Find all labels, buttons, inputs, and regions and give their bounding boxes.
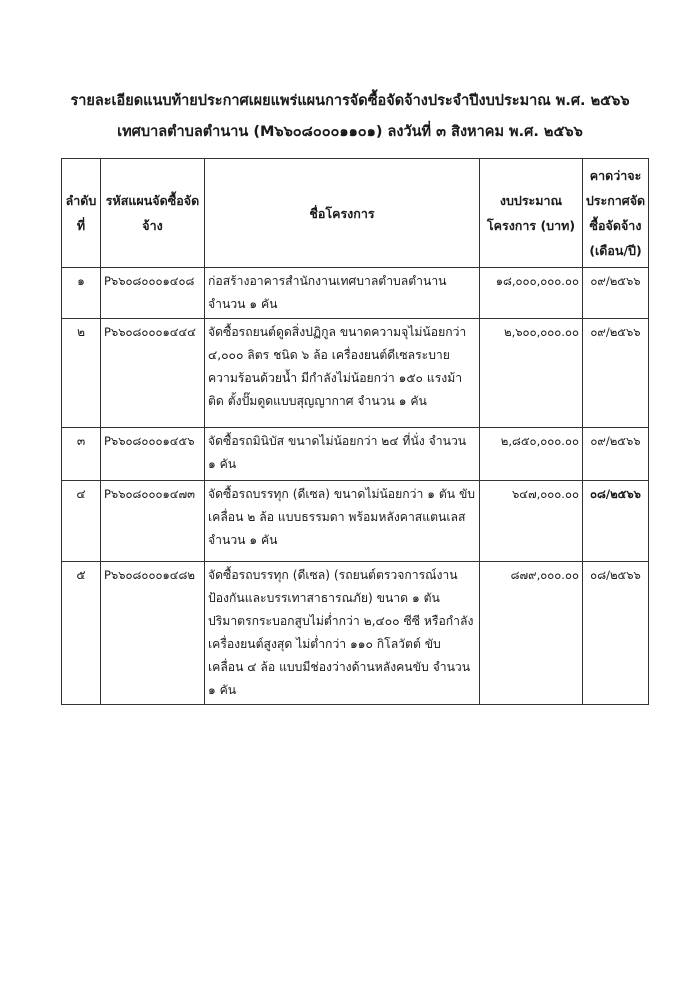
table-row: [62, 481, 649, 562]
document-header: [0, 86, 700, 148]
project-name: จัดซื้อรถมินิบัส ขนาดไม่น้อยกว่า ๒๔ ที่นั่ง จำนวน ๑ คัน: [205, 428, 480, 481]
table-row: [62, 428, 649, 481]
column-header-period: คาดว่าจะ ประกาศจัด ซื้อจัดจ้าง (เดือน/ปี): [583, 159, 649, 268]
expected-period: ๐๙/๒๕๖๖: [583, 428, 649, 481]
plan-code: P๖๖๐๘๐๐๐๑๔๐๘: [101, 268, 205, 319]
column-header-name: ชื่อโครงการ: [205, 159, 480, 268]
plan-code: P๖๖๐๘๐๐๐๑๔๘๒: [101, 562, 205, 705]
plan-code: P๖๖๐๘๐๐๐๑๔๗๓: [101, 481, 205, 562]
project-name: จัดซื้อรถยนต์ดูดสิ่งปฏิกูล ขนาดความจุไม่น้อยกว่า ๔,๐๐๐ ลิตร ชนิด ๖ ล้อ เครื่องยนต์ดีเซลระบาย ความร้อนด้วยน้ำ มีกำลังไม่น้อยกว่า ๑๕๐ แรงม้า ติด ตั้งปั๊มดูดแบบสุญญากาศ จำนวน ๑ คัน: [205, 319, 480, 428]
expected-period: ๐๙/๒๕๖๖: [583, 319, 649, 428]
project-name: จัดซื้อรถบรรทุก (ดีเซล) ขนาดไม่น้อยกว่า ๑ ตัน ขับ เคลื่อน ๒ ล้อ แบบธรรมดา พร้อมหลังคาสแตนเลส จำนวน ๑ คัน: [205, 481, 480, 562]
procurement-plan-table: [61, 158, 649, 705]
project-name: ก่อสร้างอาคารสำนักงานเทศบาลตำบลตำนาน จำนวน ๑ คัน: [205, 268, 480, 319]
project-budget: ๒,๖๐๐,๐๐๐.๐๐: [480, 319, 583, 428]
plan-code: P๖๖๐๘๐๐๐๑๔๕๖: [101, 428, 205, 481]
row-number: ๓: [62, 428, 101, 481]
column-header-budget: งบประมาณ โครงการ (บาท): [480, 159, 583, 268]
row-number: ๕: [62, 562, 101, 705]
column-header-code: รหัสแผนจัดซื้อจัด จ้าง: [101, 159, 205, 268]
project-budget: ๑๘,๐๐๐,๐๐๐.๐๐: [480, 268, 583, 319]
plan-code: P๖๖๐๘๐๐๐๑๔๔๔: [101, 319, 205, 428]
table-row: [62, 562, 649, 705]
row-number: ๒: [62, 319, 101, 428]
row-number: ๔: [62, 481, 101, 562]
column-header-no: ลำดับ ที่: [62, 159, 101, 268]
project-name: จัดซื้อรถบรรทุก (ดีเซล) (รถยนต์ตรวจการณ์งาน ป้องกันและบรรเทาสาธารณภัย) ขนาด ๑ ตัน ปริมาตรกระบอกสูบไม่ต่ำกว่า ๒,๔๐๐ ซีซี หรือกำลัง เครื่องยนต์สูงสุด ไม่ต่ำกว่า ๑๑๐ กิโลวัตต์ ขับเคลื่อน ๔ ล้อ แบบมีช่องว่างด้านหลังคนขับ จำนวน ๑ คัน: [205, 562, 480, 705]
row-number: ๑: [62, 268, 101, 319]
project-budget: ๖๔๗,๐๐๐.๐๐: [480, 481, 583, 562]
expected-period: ๐๘/๒๕๖๖: [583, 481, 649, 562]
project-budget: ๒,๘๕๐,๐๐๐.๐๐: [480, 428, 583, 481]
document-subtitle: เทศบาลตำบลตำนาน (M๖๖๐๘๐๐๐๑๑๐๑) ลงวันที่ ๓ สิงหาคม พ.ศ. ๒๕๖๖: [117, 124, 583, 140]
project-budget: ๘๗๙,๐๐๐.๐๐: [480, 562, 583, 705]
table-row: [62, 319, 649, 428]
expected-period: ๐๙/๒๕๖๖: [583, 268, 649, 319]
table-row: [62, 268, 649, 319]
table-header-row: [62, 159, 649, 268]
expected-period: ๐๘/๒๕๖๖: [583, 562, 649, 705]
document-title: รายละเอียดแนบท้ายประกาศเผยแพร่แผนการจัดซื้อจัดจ้างประจำปีงบประมาณ พ.ศ. ๒๕๖๖: [70, 93, 630, 109]
